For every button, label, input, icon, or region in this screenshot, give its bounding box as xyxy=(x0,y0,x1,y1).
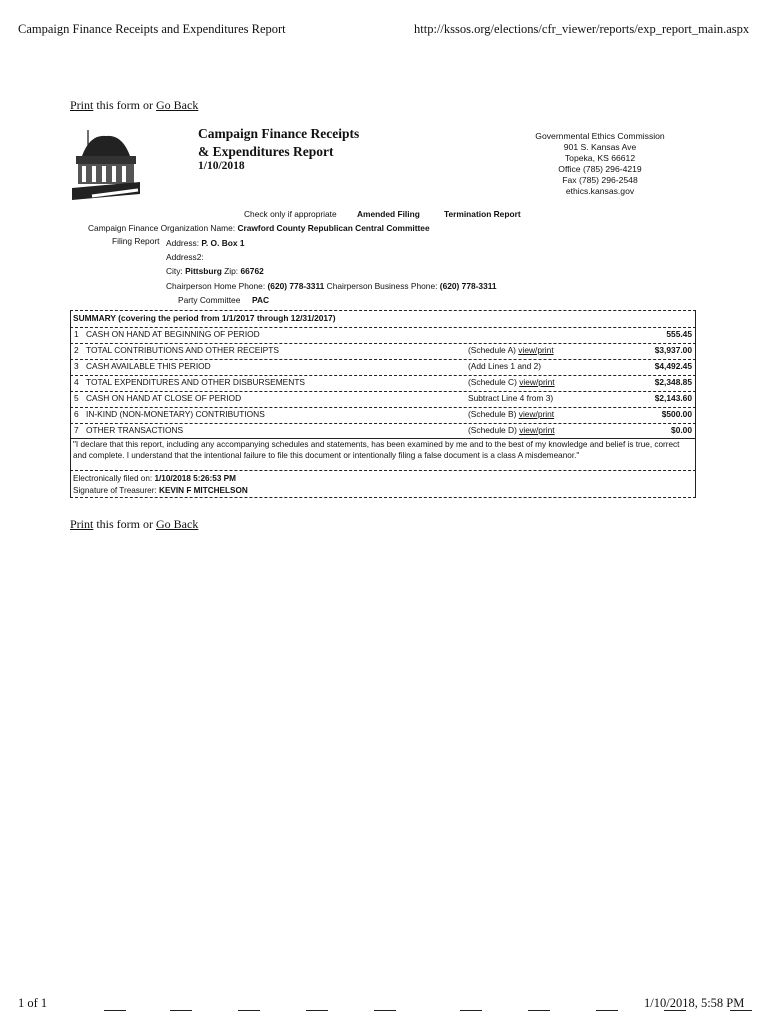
footer-rule xyxy=(596,1010,618,1011)
commission-city: Topeka, KS 66612 xyxy=(564,153,636,163)
row-number: 3 xyxy=(74,361,79,371)
signature-value: KEVIN F MITCHELSON xyxy=(159,486,248,495)
view-print-link[interactable]: view/print xyxy=(518,345,554,355)
org-name-value: Crawford County Republican Central Committee xyxy=(237,223,430,233)
commission-office-phone: Office (785) 296-4219 xyxy=(558,164,642,174)
home-phone-label: Chairperson Home Phone: xyxy=(166,281,266,291)
commission-address xyxy=(520,131,680,197)
footer-rule xyxy=(238,1010,260,1011)
footer-rule xyxy=(306,1010,328,1011)
termination-report-option[interactable]: Termination Report xyxy=(444,209,521,219)
summary-row-1 xyxy=(70,327,696,343)
row-schedule: (Schedule B) view/print xyxy=(468,409,555,419)
row-amount: $4,492.45 xyxy=(654,361,692,371)
row-number: 2 xyxy=(74,345,79,355)
summary-row-5 xyxy=(70,391,696,407)
city-value: Pittsburg xyxy=(185,266,222,276)
print-header-title: Campaign Finance Receipts and Expenditures Report xyxy=(18,22,286,36)
top-nav-links xyxy=(70,98,198,113)
row-amount: $0.00 xyxy=(671,425,692,435)
row-number: 6 xyxy=(74,409,79,419)
footer-rule xyxy=(730,1010,752,1011)
summary-row-4 xyxy=(70,375,696,391)
row-label: TOTAL EXPENDITURES AND OTHER DISBURSEMENTS xyxy=(86,377,306,387)
row-schedule: (Schedule D) view/print xyxy=(468,425,555,435)
bottom-nav-links xyxy=(70,517,198,532)
footer-rule xyxy=(374,1010,396,1011)
business-phone-label: Chairperson Business Phone: xyxy=(326,281,438,291)
row-label: OTHER TRANSACTIONS xyxy=(86,425,184,435)
declaration-statement: "I declare that this report, including any accompanying schedules and statements, has been examined by me and to the best of my knowledge and belief is true, correct and complete. I understand that the intentional failure to file this document or intentionally filing a false document is a class A misdemeanor." xyxy=(73,440,680,460)
summary-row-6 xyxy=(70,407,696,423)
row-schedule: (Add Lines 1 and 2) xyxy=(468,361,542,371)
print-header-url: http://kssos.org/elections/cfr_viewer/reports/exp_report_main.aspx xyxy=(414,22,750,36)
view-print-link[interactable]: view/print xyxy=(519,377,555,387)
row-label: IN-KIND (NON-MONETARY) CONTRIBUTIONS xyxy=(86,409,265,419)
summary-table xyxy=(70,310,696,498)
row-number: 5 xyxy=(74,393,79,403)
go-back-link[interactable]: Go Back xyxy=(156,98,199,112)
row-amount: 555.45 xyxy=(666,329,692,339)
row-schedule: (Schedule A) view/print xyxy=(468,345,554,355)
summary-row-3 xyxy=(70,359,696,375)
city-zip-row xyxy=(166,266,264,276)
address-label: Address: xyxy=(166,238,200,248)
commission-web: ethics.kansas.gov xyxy=(565,186,635,196)
commission-fax: Fax (785) 296-2548 xyxy=(562,175,638,185)
print-footer-page: 1 of 1 xyxy=(18,996,48,1010)
summary-row-2 xyxy=(70,343,696,359)
summary-header-text: SUMMARY (covering the period from 1/1/2017 through 12/31/2017) xyxy=(73,313,336,323)
row-number: 7 xyxy=(74,425,79,435)
address-row xyxy=(166,238,245,248)
row-schedule: (Schedule C) view/print xyxy=(468,377,555,387)
view-print-link[interactable]: view/print xyxy=(519,425,555,435)
view-print-link[interactable]: view/print xyxy=(518,409,555,419)
report-title-line1: Campaign Finance Receipts xyxy=(198,126,360,141)
amended-filing-option[interactable]: Amended Filing xyxy=(357,209,420,219)
signature-label: Signature of Treasurer: xyxy=(73,486,157,495)
footer-rule xyxy=(170,1010,192,1011)
row-amount: $2,348.85 xyxy=(654,377,692,387)
row-schedule: Subtract Line 4 from 3) xyxy=(468,393,554,403)
print-footer-datetime: 1/10/2018, 5:58 PM xyxy=(644,996,745,1010)
row-label: CASH AVAILABLE THIS PERIOD xyxy=(86,361,211,371)
footer-rule xyxy=(104,1010,126,1011)
business-phone-value: (620) 778-3311 xyxy=(439,281,497,291)
org-name-row xyxy=(88,223,430,233)
home-phone-value: (620) 778-3311 xyxy=(267,281,325,291)
filed-label: Electronically filed on: xyxy=(73,474,153,483)
print-link[interactable]: Print xyxy=(70,98,94,112)
row-number: 4 xyxy=(74,377,79,387)
print-link-bottom[interactable]: Print xyxy=(70,517,94,531)
summary-header xyxy=(70,311,696,327)
phone-row xyxy=(166,281,497,291)
check-only-label: Check only if appropriate xyxy=(244,209,337,219)
row-amount: $2,143.60 xyxy=(654,393,692,403)
city-label: City: xyxy=(166,266,183,276)
treasurer-signature-row xyxy=(73,486,248,495)
row-label: TOTAL CONTRIBUTIONS AND OTHER RECEIPTS xyxy=(86,345,279,355)
go-back-link-bottom[interactable]: Go Back xyxy=(156,517,199,531)
committee-row xyxy=(178,295,269,305)
footer-rule xyxy=(664,1010,686,1011)
footer-rule xyxy=(460,1010,482,1011)
electronically-filed-row xyxy=(73,474,236,483)
address2-label: Address2: xyxy=(166,252,204,262)
commission-name: Governmental Ethics Commission xyxy=(535,131,665,141)
nav-links-separator-bottom: this form or xyxy=(93,517,157,531)
row-amount: $500.00 xyxy=(661,409,692,419)
kansas-ethics-seal-icon xyxy=(72,126,140,204)
zip-value: 66762 xyxy=(240,266,264,276)
org-name-label: Campaign Finance Organization Name: xyxy=(88,223,236,233)
address-value: P. O. Box 1 xyxy=(201,238,245,248)
committee-value: PAC xyxy=(252,295,270,305)
commission-street: 901 S. Kansas Ave xyxy=(563,142,637,152)
report-title-line2: & Expenditures Report xyxy=(198,144,334,159)
row-amount: $3,937.00 xyxy=(654,345,692,355)
summary-row-7 xyxy=(70,423,696,439)
zip-label: Zip: xyxy=(224,266,239,276)
footer-rule xyxy=(528,1010,550,1011)
row-label: CASH ON HAND AT CLOSE OF PERIOD xyxy=(86,393,242,403)
filing-report-label: Filing Report xyxy=(112,236,160,246)
row-number: 1 xyxy=(74,329,79,339)
filed-value: 1/10/2018 5:26:53 PM xyxy=(154,474,236,483)
committee-label: Party Committee xyxy=(178,295,241,305)
report-date: 1/10/2018 xyxy=(198,160,245,172)
nav-links-separator: this form or xyxy=(93,98,157,112)
row-label: CASH ON HAND AT BEGINNING OF PERIOD xyxy=(86,329,260,339)
